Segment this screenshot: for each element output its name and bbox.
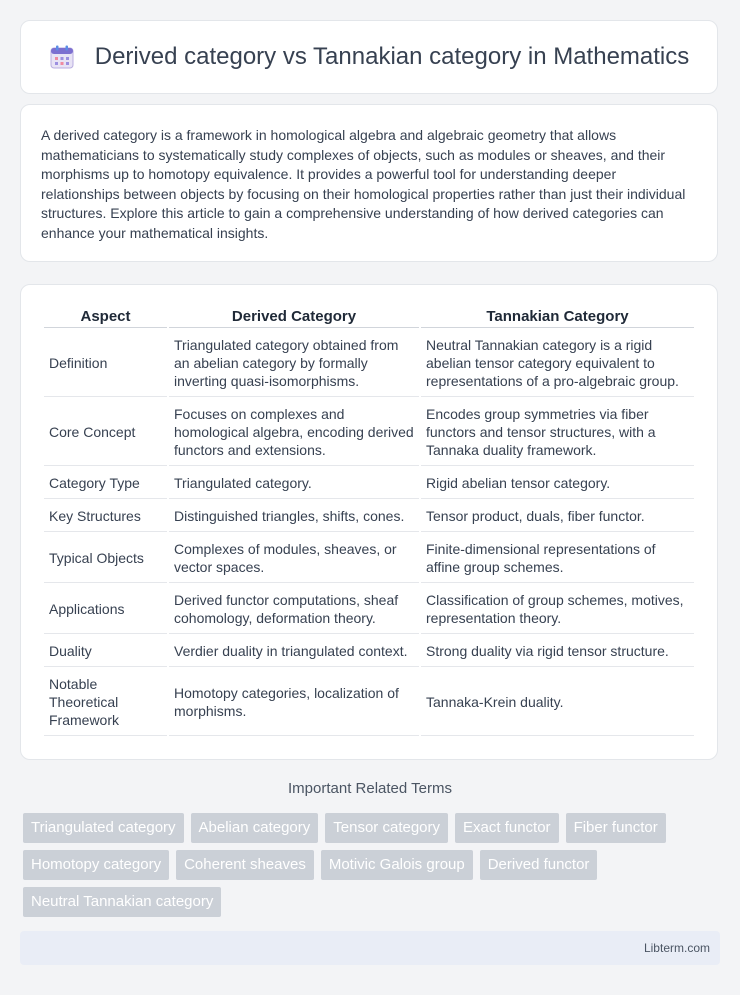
related-term-tag[interactable]: Motivic Galois group	[321, 850, 473, 880]
title-card	[20, 20, 718, 94]
table-cell-derived: Distinguished triangles, shifts, cones.	[169, 501, 419, 532]
column-header-tannakian: Tannakian Category	[421, 305, 694, 328]
table-cell-tannakian: Tensor product, duals, fiber functor.	[421, 501, 694, 532]
table-cell-derived: Verdier duality in triangulated context.	[169, 636, 419, 667]
table-cell-aspect: Definition	[44, 330, 167, 397]
table-cell-tannakian: Strong duality via rigid tensor structure.	[421, 636, 694, 667]
table-cell-derived: Homotopy categories, localization of morphisms.	[169, 669, 419, 736]
related-term-tag[interactable]: Exact functor	[455, 813, 559, 843]
table-cell-tannakian: Neutral Tannakian category is a rigid abelian tensor category equivalent to representations of a pro-algebraic group.	[421, 330, 694, 397]
page-title: Derived category vs Tannakian category in Mathematics	[94, 43, 690, 70]
related-term-tag[interactable]: Abelian category	[191, 813, 319, 843]
related-term-tag[interactable]: Coherent sheaves	[176, 850, 314, 880]
table-cell-aspect: Duality	[44, 636, 167, 667]
column-header-derived: Derived Category	[169, 305, 419, 328]
intro-text: A derived category is a framework in homological algebra and algebraic geometry that allows mathematicians to systematically study complexes of objects, such as modules or sheaves, and their morphisms up to homotopy equivalence. It provides a powerful tool for understanding deeper relationships between objects by focusing on their homological properties rather than just their individual structures. Explore this article to gain a comprehensive understanding of how derived categories can enhance your mathematical insights.	[41, 127, 686, 241]
table-row	[44, 501, 694, 532]
table-cell-derived: Triangulated category obtained from an abelian category by formally inverting quasi-isomorphisms.	[169, 330, 419, 397]
table-cell-aspect: Applications	[44, 585, 167, 634]
table-header-row	[44, 305, 694, 328]
column-header-aspect: Aspect	[44, 305, 167, 328]
comparison-table-card	[20, 284, 718, 760]
related-term-tag[interactable]: Homotopy category	[23, 850, 169, 880]
table-cell-tannakian: Classification of group schemes, motives, representation theory.	[421, 585, 694, 634]
table-cell-derived: Derived functor computations, sheaf cohomology, deformation theory.	[169, 585, 419, 634]
footer	[20, 931, 720, 965]
related-term-tag[interactable]: Triangulated category	[23, 813, 184, 843]
footer-site-link[interactable]: Libterm.com	[643, 941, 710, 955]
table-row	[44, 399, 694, 466]
table-cell-aspect: Typical Objects	[44, 534, 167, 583]
table-cell-tannakian: Rigid abelian tensor category.	[421, 468, 694, 499]
table-row	[44, 468, 694, 499]
table-cell-derived: Triangulated category.	[169, 468, 419, 499]
table-row	[44, 669, 694, 736]
table-row	[44, 330, 694, 397]
table-cell-aspect: Category Type	[44, 468, 167, 499]
table-row	[44, 585, 694, 634]
related-term-tag[interactable]: Fiber functor	[566, 813, 666, 843]
comparison-table	[42, 303, 696, 738]
calendar-icon	[49, 44, 75, 70]
table-cell-tannakian: Tannaka-Krein duality.	[421, 669, 694, 736]
related-term-tag[interactable]: Tensor category	[325, 813, 448, 843]
related-terms-title: Important Related Terms	[288, 780, 452, 797]
table-cell-derived: Complexes of modules, sheaves, or vector spaces.	[169, 534, 419, 583]
table-cell-tannakian: Finite-dimensional representations of affine group schemes.	[421, 534, 694, 583]
table-row	[44, 534, 694, 583]
related-term-tag[interactable]: Derived functor	[480, 850, 598, 880]
table-cell-aspect: Notable Theoretical Framework	[44, 669, 167, 736]
table-cell-aspect: Core Concept	[44, 399, 167, 466]
table-cell-aspect: Key Structures	[44, 501, 167, 532]
table-row	[44, 636, 694, 667]
related-term-tag[interactable]: Neutral Tannakian category	[23, 887, 221, 917]
table-cell-tannakian: Encodes group symmetries via fiber functors and tensor structures, with a Tannaka duality framework.	[421, 399, 694, 466]
table-cell-derived: Focuses on complexes and homological algebra, encoding derived functors and extensions.	[169, 399, 419, 466]
intro-card	[20, 104, 718, 262]
related-terms-list	[23, 813, 723, 917]
